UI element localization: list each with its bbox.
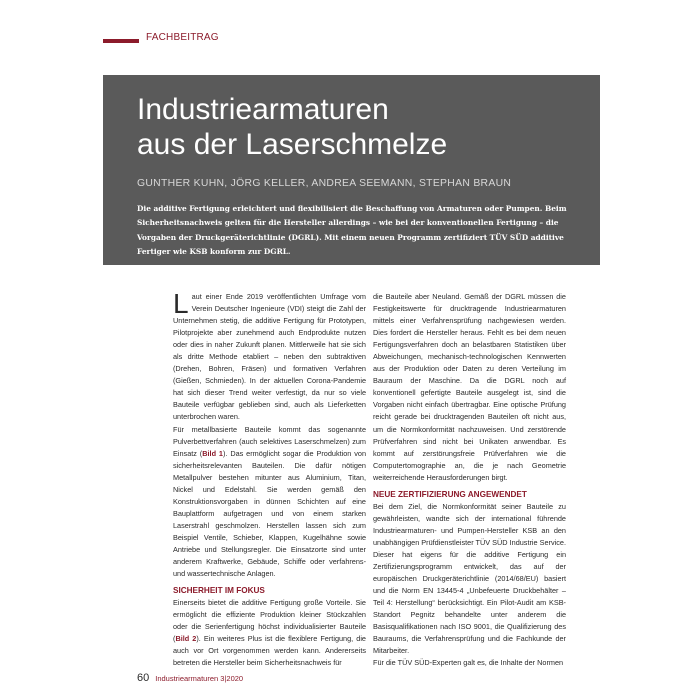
paragraph: Bei dem Ziel, die Normkonformität seiner Bauteile zu gewährleisten, wandte sich der international führende Industriearmaturen- und Pumpen-Hersteller KSB an den unabhängigen Prüfdienstleister TÜV SÜD Industrie Service. Dieser hat eigens für die additive Fertigung ein Zertifizierungsprogramm entwickelt, das auf der europäischen Druckgeräterichtlinie (2014/68/EU) basiert und die Norm EN 13445-4 „Unbefeuerte Druckbehälter – Teil 4: Herstellung“ berücksichtigt. Ein Pilot-Audit am KSB-Standort Pegnitz behandelte unter anderem die Basisqualifikationen nach ISO 9001, die Qualifizierung des Bauraums, die Verfahrensprüfung und die Fachkunde der Mitarbeiter. <box>373 501 566 656</box>
paragraph: Für metallbasierte Bauteile kommt das sogenannte Pulverbettverfahren (auch selektives Laserschmelzen) zum Einsatz (Bild 1). Das ermöglicht sogar die Produktion von sicherheitsrelevanten Bauteilen. Die dafür nötigen Metallpulver bestehen mitunter aus Aluminium, Titan, Nickel und Edelstahl. Sie werden gemäß den Konstruktionsvorgaben in dünnen Schichten auf eine Bauplattform aufgetragen und von einem starken Laserstrahl geschmolzen. Herstellen lassen sich zum Beispiel Ventile, Schieber, Klappen, Kugelhähne sowie Antriebe und Stellungsregler. Die Einsatzorte sind unter anderem Kraftwerke, Gebäude, Schiffe oder verfahrens- und wassertechnische Anlagen. <box>173 424 367 579</box>
section-tag: FACHBEITRAG <box>146 32 219 43</box>
paragraph: Für die TÜV SÜD-Experten galt es, die Inhalte der Normen <box>373 658 564 668</box>
paragraph: Laut einer Ende 2019 veröffentlichten Umfrage vom Verein Deutscher Ingenieure (VDI) steigt die Zahl der Unternehmen stetig, die additive Fertigung für Prototypen, Pilotprojekte aber zunehmend auch Endprodukte nutzen oder dies in naher Zukunft planen. Mittlerweile hat sie sich als dritte Methode etabliert – neben den subtraktiven (Drehen, Bohren, Fräsen) und formativen Verfahren (Gießen, Schmieden). In der aktuellen Corona-Pandemie hat sich dieser Trend weiter verfestigt, da nur so viele Bauteile verfügbar geblieben sind, auch als Lieferketten unterbrochen waren. <box>173 288 366 422</box>
figure-ref-2[interactable]: Bild 2 <box>175 634 197 644</box>
title-line-1: Industriearmaturen <box>137 93 389 126</box>
title-line-2: aus der Laserschmelze <box>137 128 448 161</box>
article-lead: Die additive Fertigung erleichtert und flexibilisiert die Beschaffung von Armaturen oder Pumpen. Beim Sicherheitsnachweis gelten für die Hersteller allerdings – wie bei der konventionellen Fertigung – die Vorgaben der Druckgeräterichtlinie (DGRL). Mit einem neuen Programm zertifiziert TÜV SÜD additive Fertiger wie KSB konform zur DGRL. <box>137 204 567 256</box>
section-heading: NEUE ZERTIFIZIERUNG ANGEWENDET <box>373 489 527 499</box>
text-column-right <box>373 291 566 669</box>
text-column-left <box>173 288 367 669</box>
paragraph: Einerseits bietet die additive Fertigung große Vorteile. Sie ermöglicht die effiziente Produktion kleiner Stückzahlen oder die Serienfertigung höchst individualisierter Bauteile (Bild 2). Ein weiteres Plus ist die flexiblere Fertigung, die auch vor Ort vorgenommen werden kann. Andererseits betreten die Hersteller beim Sicherheitsnachweis für <box>173 598 366 668</box>
page-number: 60 <box>137 672 150 684</box>
article-title <box>137 92 577 162</box>
section-tag-bar <box>103 39 139 43</box>
magazine-issue: Industriearmaturen 3|2020 <box>155 674 244 683</box>
section-heading: SICHERHEIT IM FOKUS <box>173 586 265 596</box>
drop-cap: L <box>173 288 189 319</box>
figure-ref-1[interactable]: Bild 1 <box>202 448 223 458</box>
page-footer <box>137 672 243 684</box>
article-authors: GUNTHER KUHN, JÖRG KELLER, ANDREA SEEMANN, STEPHAN BRAUN <box>137 178 512 189</box>
paragraph: die Bauteile aber Neuland. Gemäß der DGRL müssen die Festigkeitswerte für drucktragende Industriearmaturen mittels einer Verfahrensprüfung nachgewiesen werden. Dies fordert die Hersteller heraus. Fehlt es bei dem neuen Fertigungsverfahren doch an belastbaren Statistiken über Abweichungen, mechanisch-technologischen Kennwerten aus der Produktion oder Daten zu deren Verteilung im Bauraum der Maschine. Da die DGRL noch auf konventionell gefertigte Bauteile ausgelegt ist, sind die Vorgaben nicht einfach übertragbar. Eine optische Prüfung reicht gerade bei drucktragenden Bauteilen oft nicht aus, um die Normkonformität nachzuweisen. Und zerstörende Prüfverfahren sind nicht bei Unikaten anwendbar. Es kommt auf zerstörungsfreie Prüfverfahren wie die Computertomographie an, die je nach Geometrie weiterreichende Herausforderungen birgt. <box>373 292 566 482</box>
